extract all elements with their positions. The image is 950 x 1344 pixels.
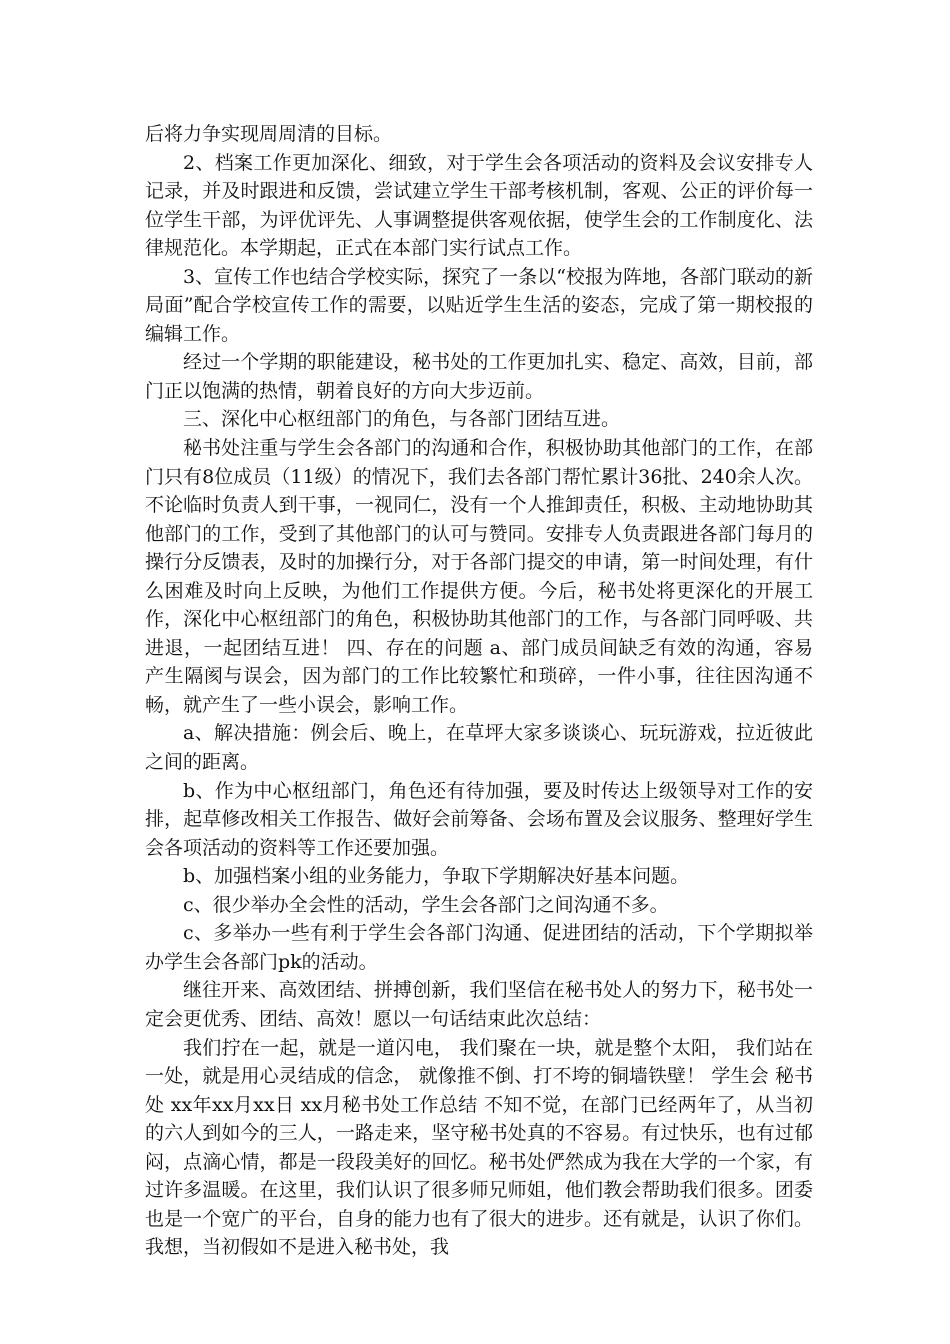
paragraph-problem-b: b、作为中心枢纽部门，角色还有待加强，要及时传达上级领导对工作的安排，起草修改相关工作报告、做好会前筹备、会场布置及会议服务、整理好学生会各项活动的资料等工作还要加强。: [145, 779, 813, 859]
paragraph-solution-b: b、加强档案小组的业务能力，争取下学期解决好基本问题。: [183, 865, 690, 888]
paragraph-conclusion: 继往开来、高效团结、拼搏创新，我们坚信在秘书处人的努力下，秘书处一定会更优秀、团结、高效！愿以一句话结束此次总结：: [145, 979, 813, 1030]
paragraph-archive-work: 2、档案工作更加深化、细致，对于学生会各项活动的资料及会议安排专人记录，并及时跟进和反馈，尝试建立学生干部考核机制，客观、公正的评价每一位学生干部，为评优评先、人事调整提供客观依据，使学生会的工作制度化、法律规范化。本学期起，正式在本部门实行试点工作。: [145, 151, 813, 260]
paragraph-semester-summary: 经过一个学期的职能建设，秘书处的工作更加扎实、稳定、高效，目前，部门正以饱满的热情，朝着良好的方向大步迈前。: [145, 351, 813, 402]
paragraph-solution-a: a、解决措施：例会后、晚上，在草坪大家多谈谈心、玩玩游戏，拉近彼此之间的距离。: [145, 722, 813, 774]
paragraph-closing-reflection: 我们拧在一起，就是一道闪电， 我们聚在一块，就是整个太阳， 我们站在一处，就是用心灵结成的信念， 就像推不倒、打不垮的铜墙铁壁！ 学生会 秘书处 xx年xx月xx日 xx月秘书处工作总结 不知不觉，在部门已经两年了，从当初的六人到如今的三人，一路走来，坚守秘书处真的不容易。有过快乐，也有过郁闷，点滴心情，都是一段段美好的回忆。秘书处俨然成为我在大学的一个家，有过许多温暖。在这里，我们认识了很多师兄师姐，他们教会帮助我们很多。团委也是一个宽广的平台，自身的能力也有了很大的进步。还有就是，认识了你们。我想，当初假如不是进入秘书处，我: [145, 1036, 813, 1259]
paragraph-cooperation: 秘书处注重与学生会各部门的沟通和合作，积极协助其他部门的工作，在部门只有8位成员（11级）的情况下，我们去各部门帮忙累计36批、240余人次。不论临时负责人到干事，一视同仁，没有一个人推卸责任，积极、主动地协助其他部门的工作，受到了其他部门的认可与赞同。安排专人负责跟进各部门每月的操行分反馈表，及时的加操行分，对于各部门提交的申请，第一时间处理，有什么困难及时向上反映，为他们工作提供方便。今后，秘书处将更深化的开展工作，深化中心枢纽部门的角色，积极协助其他部门的工作，与各部门同呼吸、共进退，一起团结互进！ 四、存在的问题 a、部门成员间缺乏有效的沟通，容易产生隔阂与误会，因为部门的工作比较繁忙和琐碎，一件小事，往往因沟通不畅，就产生了一些小误会，影响工作。: [145, 437, 813, 716]
paragraph-problem-c: c、很少举办全会性的活动，学生会各部门之间沟通不多。: [183, 893, 669, 916]
paragraph-continuation: 后将力争实现周周清的目标。: [145, 123, 393, 145]
document-body: [145, 120, 813, 1262]
section-heading-three: 三、深化中心枢纽部门的角色，与各部门团结互进。: [183, 408, 621, 431]
paragraph-solution-c: c、多举办一些有利于学生会各部门沟通、促进团结的活动，下个学期拟举办学生会各部门pk的活动。: [145, 922, 813, 973]
paragraph-publicity-work: 3、宣传工作也结合学校实际，探究了一条以“校报为阵地，各部门联动的新局面”配合学校宣传工作的需要，以贴近学生生活的姿态，完成了第一期校报的编辑工作。: [145, 265, 813, 345]
